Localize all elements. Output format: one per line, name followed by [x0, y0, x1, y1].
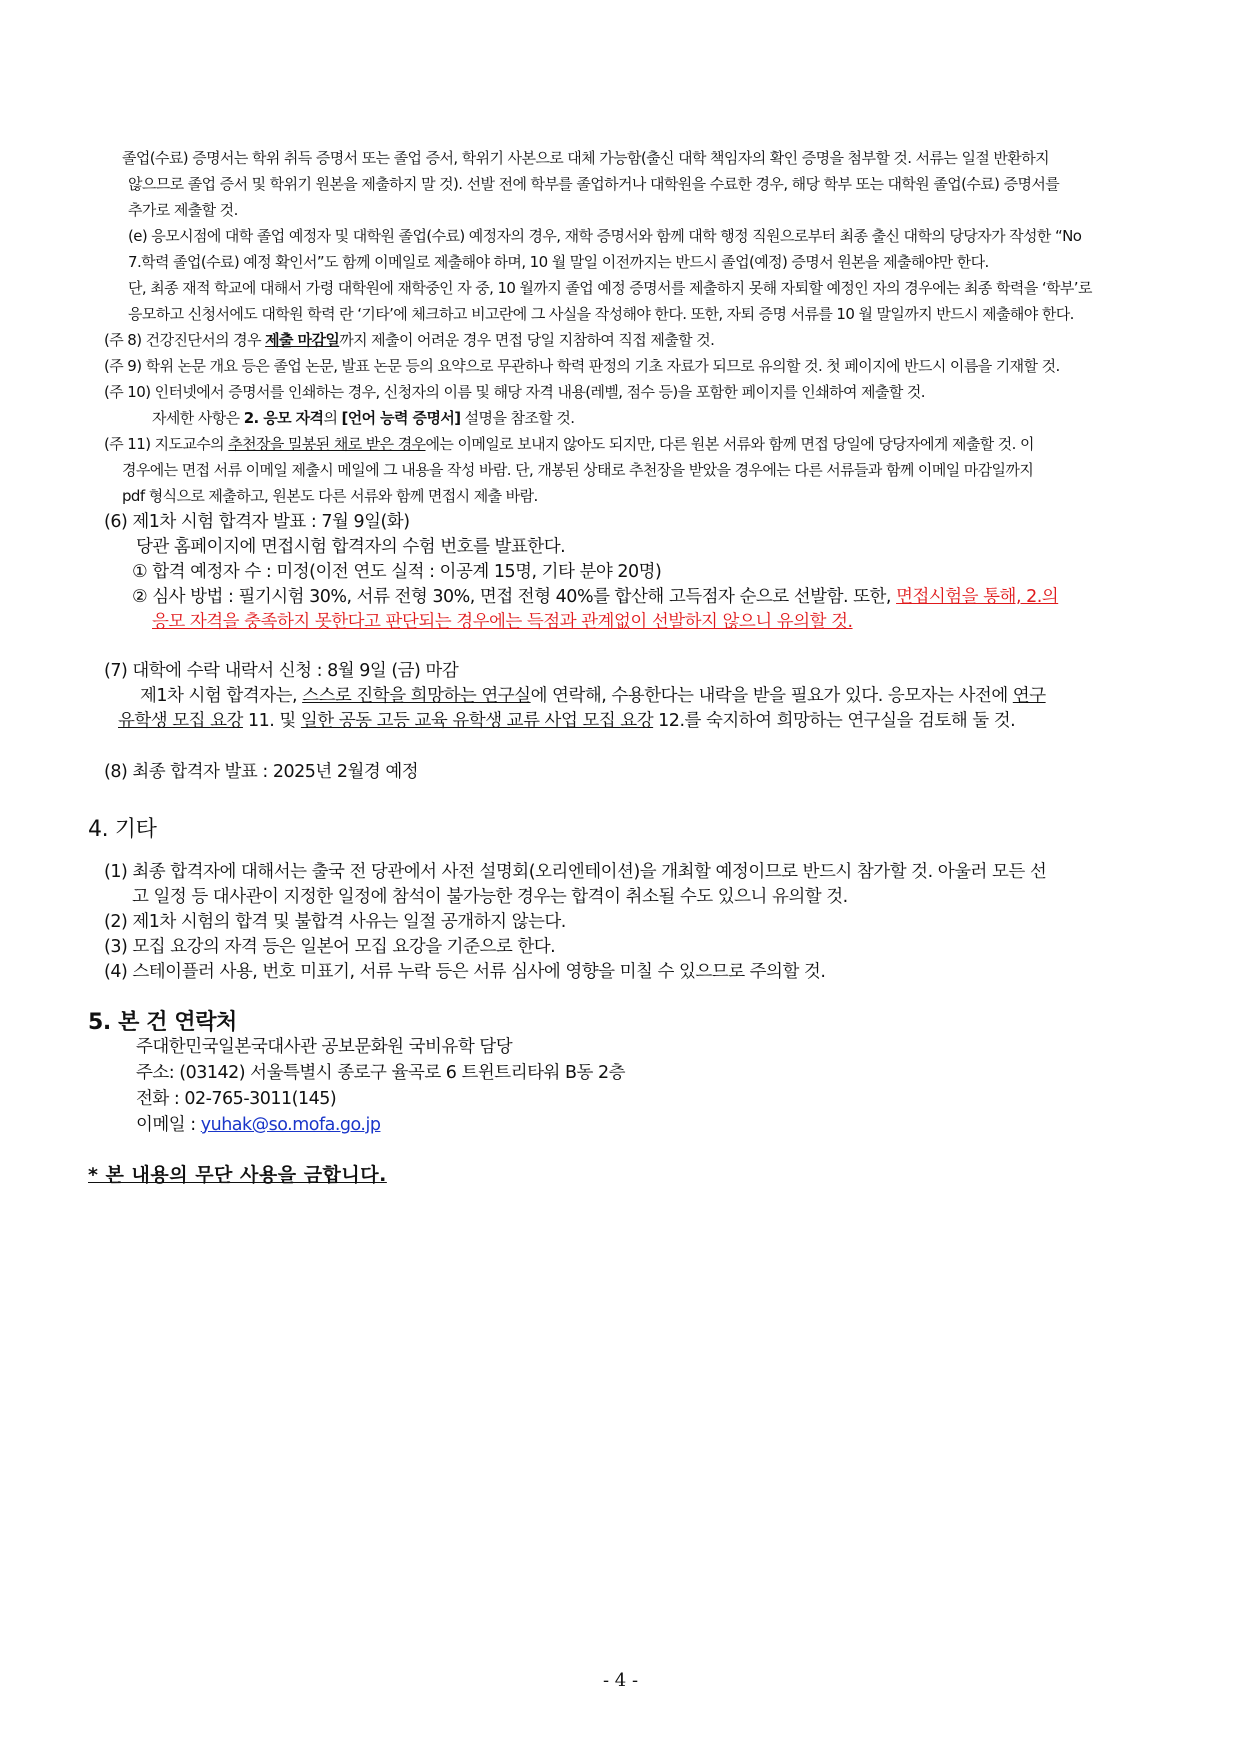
page-number: - 4 - [602, 1670, 639, 1691]
deadline-emphasis: 제출 마감일 [265, 331, 340, 349]
section-6-title: (6) 제1차 시험 합격자 발표 : 7월 9일(화) [104, 512, 410, 532]
section-ref: [언어 능력 증명서] [341, 409, 461, 427]
note-11: (주 11) 지도교수의 추천장을 밀봉된 채로 받은 경우에는 이메일로 보내지 않아도 되지만, 다른 원본 서류와 함께 면접 당일에 당당자에게 제출할 것. 이 [104, 435, 1034, 453]
section-8-title: (8) 최종 합격자 발표 : 2025년 2월경 예정 [104, 762, 419, 782]
note-e-line: (e) 응모시점에 대학 졸업 예정자 및 대학원 졸업(수료) 예정자의 경우, 재학 증명서와 함께 대학 행정 직원으로부터 최종 출신 대학의 당당자가 작성한 “No [128, 227, 1082, 245]
note-e-line: 7.학력 졸업(수료) 예정 확인서”도 함께 이메일로 제출해야 하며, 10 월 말일 이전까지는 반드시 졸업(예정) 증명서 원본을 제출해야만 한다. [128, 253, 989, 271]
copyright-notice: * 본 내용의 무단 사용을 금합니다. [88, 1164, 387, 1186]
section-7-text: 유학생 모집 요강 11. 및 일한 공동 고등 교육 유학생 교류 사업 모집 요강 12.를 숙지하여 희망하는 연구실을 검토해 둘 것. [118, 711, 1016, 731]
contact-org: 주대한민국일본국대사관 공보문화원 국비유학 담당 [136, 1037, 513, 1057]
section-6-item-cont [104, 610, 1164, 635]
section-6 [104, 510, 1164, 635]
contact-address: 주소: (03142) 서울특별시 종로구 율곡로 6 트윈트리타워 B동 2층 [136, 1063, 625, 1083]
note-e-line: 응모하고 신청서에도 대학원 학력 란 ‘기타’에 체크하고 비고란에 그 사실을 작성해야 한다. 또한, 자퇴 증명 서류를 10 월 말일까지 반드시 제출해야 한다. [128, 305, 1074, 323]
note-10-ref: 자세한 사항은 2. 응모 자격의 [언어 능력 증명서] 설명을 참조할 것. [152, 409, 575, 427]
section-6-text: 당관 홈페이지에 면접시험 합격자의 수험 번호를 발표한다. [136, 537, 566, 557]
list-item-cont: 고 일정 등 대사관이 지정한 일정에 참석이 불가능한 경우는 합격이 취소될 수도 있으니 유의할 것. [132, 887, 848, 907]
section-8 [104, 760, 1164, 785]
list-item: (4) 스테이플러 사용, 번호 미표기, 서류 누락 등은 서류 심사에 영향을 미칠 수 있으므로 주의할 것. [104, 962, 826, 982]
note-9: (주 9) 학위 논문 개요 등은 졸업 논문, 발표 논문 등의 요약으로 무관하나 학력 판정의 기초 자료가 되므로 유의할 것. 첫 페이지에 반드시 이름을 기재할 것. [104, 357, 1060, 375]
section-6-item: ② 심사 방법 : 필기시험 30%, 서류 전형 30%, 면접 전형 40%를 합산해 고득점자 순으로 선발함. 또한, 면접시험을 통해, 2.의 [132, 587, 1059, 607]
contact-block [136, 1034, 625, 1138]
contact-phone: 전화 : 02-765-3011(145) [136, 1089, 337, 1109]
note-11-line: 경우에는 면접 서류 이메일 제출시 메일에 그 내용을 작성 바람. 단, 개봉된 상태로 추천장을 받았을 경우에는 다른 서류들과 함께 이메일 마감일까지 [122, 461, 1034, 479]
list-item: (2) 제1차 시험의 합격 및 불합격 사유는 일절 공개하지 않는다. [104, 912, 566, 932]
section-4-list [104, 860, 1164, 985]
note-d-line: 추가로 제출할 것. [128, 201, 238, 219]
sealed-letter-emphasis: 추천장을 밀봉된 채로 받은 경우 [228, 435, 426, 453]
note-8: (주 8) 건강진단서의 경우 제출 마감일까지 제출이 어려운 경우 면접 당일 지참하여 직접 제출할 것. [104, 331, 715, 349]
note-e-line: 단, 최종 재적 학교에 대해서 가령 대학원에 재학중인 자 중, 10 월까지 졸업 예정 증명서를 제출하지 못해 자퇴할 예정인 자의 경우에는 최종 학력을 ‘학부’로 [128, 279, 1092, 297]
list-item: (3) 모집 요강의 자격 등은 일본어 모집 요강을 기준으로 한다. [104, 937, 556, 957]
email-link[interactable]: yuhak@so.mofa.go.jp [200, 1115, 381, 1135]
note-d-line: 졸업(수료) 증명서는 학위 취득 증명서 또는 졸업 증서, 학위기 사본으로 대체 가능함(출신 대학 책임자의 확인 증명을 첨부할 것. 서류는 일절 반환하지 [122, 149, 1049, 167]
section-7 [104, 659, 1164, 734]
section-7-text: 제1차 시험 합격자는, 스스로 진학을 희망하는 연구실에 연락해, 수용한다는 내락을 받을 필요가 있다. 응모자는 사전에 연구 [140, 686, 1046, 706]
section-ref: 2. 응모 자격 [243, 409, 324, 427]
note-11-line: pdf 형식으로 제출하고, 원본도 다른 서류와 함께 면접시 제출 바람. [122, 487, 538, 505]
section-5-heading: 5. 본 건 연락처 [88, 1010, 237, 1035]
section-6-item: ① 합격 예정자 수 : 미정(이전 연도 실적 : 이공계 15명, 기타 분야 20명) [132, 562, 662, 582]
note-d-line: 않으므로 졸업 증서 및 학위기 원본을 제출하지 말 것). 선발 전에 학부를 졸업하거나 대학원을 수료한 경우, 해당 학부 또는 대학원 졸업(수료) 증명서를 [128, 175, 1060, 193]
footnotes-block [104, 145, 1164, 509]
warning-text: 응모 자격을 충족하지 못한다고 판단되는 경우에는 득점과 관계없이 선발하지 않으니 유의할 것. [152, 612, 853, 632]
warning-text: 면접시험을 통해, 2.의 [896, 587, 1059, 607]
note-10: (주 10) 인터넷에서 증명서를 인쇄하는 경우, 신청자의 이름 및 해당 자격 내용(레벨, 점수 등)을 포함한 페이지를 인쇄하여 제출할 것. [104, 383, 925, 401]
section-7-title: (7) 대학에 수락 내락서 신청 : 8월 9일 (금) 마감 [104, 661, 459, 681]
section-4-heading: 4. 기타 [88, 817, 157, 842]
list-item: (1) 최종 합격자에 대해서는 출국 전 당관에서 사전 설명회(오리엔테이션)을 개최할 예정이므로 반드시 참가할 것. 아울러 모든 선 [104, 862, 1047, 882]
contact-email: 이메일 : yuhak@so.mofa.go.jp [136, 1115, 381, 1135]
